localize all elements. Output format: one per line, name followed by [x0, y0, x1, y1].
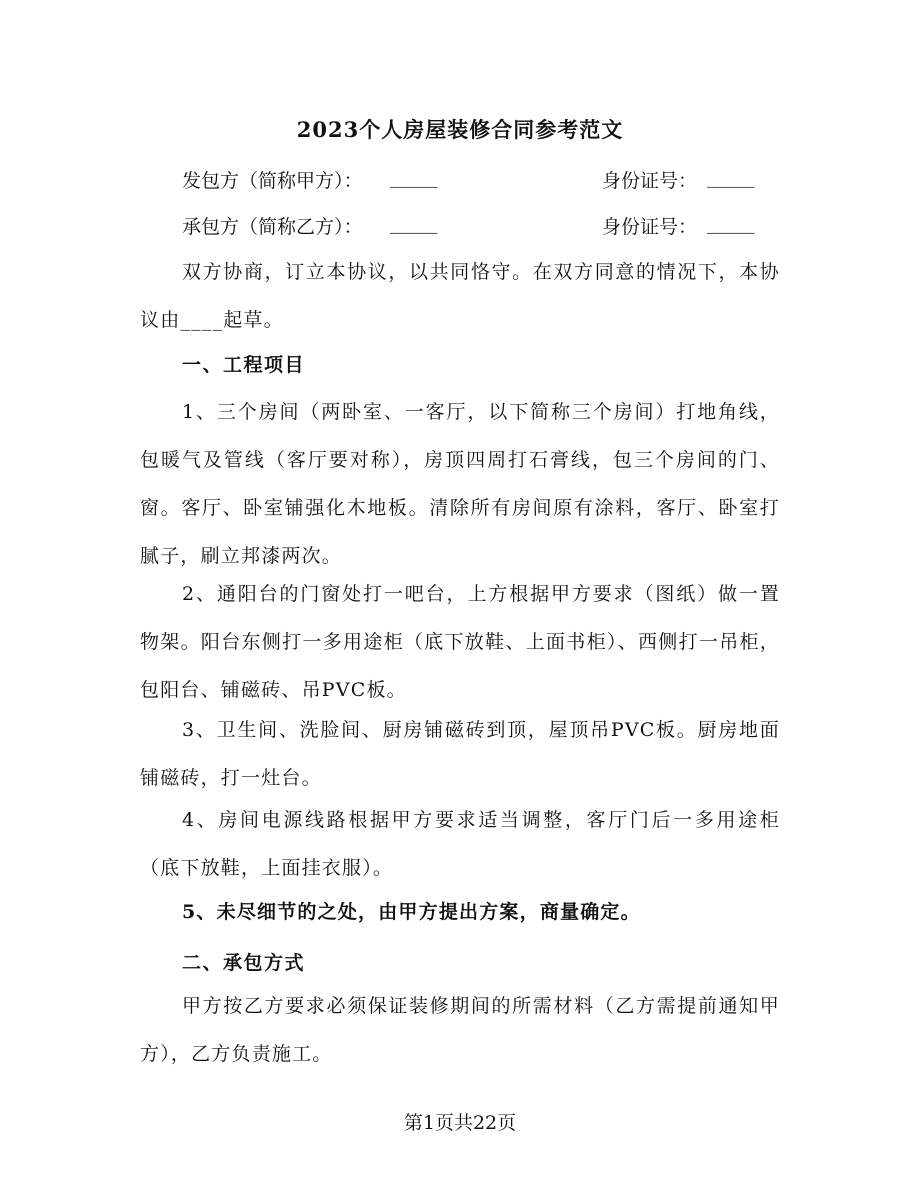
- party-b-blank: _____: [390, 212, 438, 234]
- section2-heading: 二、承包方式: [182, 952, 306, 974]
- section1-item-2: 2、通阳台的门窗处打一吧台，上方根据甲方要求（图纸）做一置物架。阳台东侧打一多用途柜（底下放鞋、上面书柜）、西侧打一吊柜，包阳台、铺磁砖、吊PVC板。: [140, 583, 780, 701]
- party-a-row: [182, 166, 782, 196]
- party-a-blank: _____: [390, 166, 438, 188]
- party-a-label: 发包方（简称甲方）：: [182, 170, 363, 192]
- page-footer: 第1页共22页: [403, 1112, 517, 1134]
- section1-heading: 一、工程项目: [182, 354, 306, 376]
- party-a-id-blank: _____: [707, 166, 755, 188]
- party-b-id-label: 身份证号：: [602, 216, 698, 238]
- party-b-row: [182, 212, 782, 242]
- section1-item-4: 4、房间电源线路根据甲方要求适当调整，客厅门后一多用途柜（底下放鞋，上面挂衣服）。: [140, 809, 780, 879]
- party-a-id-label: 身份证号：: [602, 170, 698, 192]
- party-b-label: 承包方（简称乙方）：: [182, 216, 363, 238]
- section1-item-1: 1、三个房间（两卧室、一客厅，以下简称三个房间）打地角线，包暖气及管线（客厅要对称），房顶四周打石膏线，包三个房间的门、窗。客厅、卧室铺强化木地板。清除所有房间原有涂料，客厅、卧室打腻子，刷立邦漆两次。: [140, 401, 780, 567]
- section2-text: 甲方按乙方要求必须保证装修期间的所需材料（乙方需提前通知甲方），乙方负责施工。: [140, 995, 780, 1065]
- document-title: 2023个人房屋装修合同参考范文: [296, 117, 624, 142]
- party-b-id-blank: _____: [707, 212, 755, 234]
- section1-item-5: 5、未尽细节的之处，由甲方提出方案，商量确定。: [182, 901, 641, 923]
- intro-paragraph: 双方协商，订立本协议，以共同恪守。在双方同意的情况下，本协议由____起草。: [140, 261, 780, 331]
- section1-item-3: 3、卫生间、洗脸间、厨房铺磁砖到顶，屋顶吊PVC板。厨房地面铺磁砖，打一灶台。: [140, 719, 780, 789]
